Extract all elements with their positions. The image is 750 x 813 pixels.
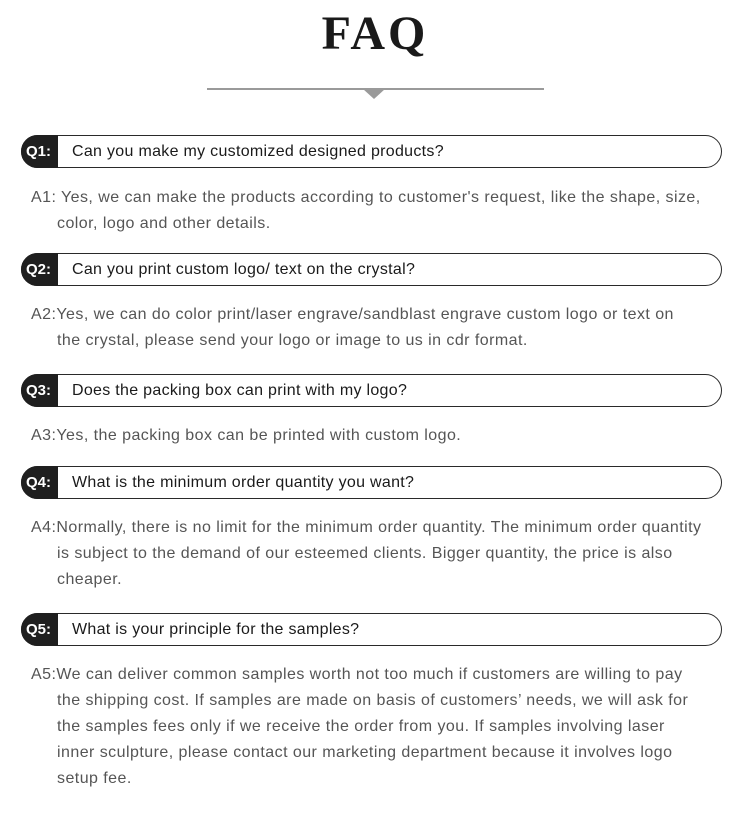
answer-4-line-1: A4:Normally, there is no limit for the minimum order quantity. The minimum order quantity [31, 519, 702, 536]
answer-4-line-3: cheaper. [57, 571, 122, 588]
question-bar-5 [21, 613, 722, 646]
answer-4-line-2: is subject to the demand of our esteemed clients. Bigger quantity, the price is also [57, 545, 673, 562]
answer-2-line-2: the crystal, please send your logo or image to us in cdr format. [57, 332, 528, 349]
answer-5-line-1: A5:We can deliver common samples worth not too much if customers are willing to pay [31, 666, 683, 683]
question-bar-2 [21, 253, 722, 286]
divider-arrow-icon [363, 89, 385, 99]
question-badge-4: Q4: [21, 466, 58, 499]
answer-2-line-1: A2:Yes, we can do color print/laser engrave/sandblast engrave custom logo or text on [31, 306, 674, 323]
answer-5-line-5: setup fee. [57, 770, 132, 787]
answer-1 [31, 185, 743, 237]
question-badge-5: Q5: [21, 613, 58, 646]
question-badge-1: Q1: [21, 135, 58, 168]
question-text-3: Does the packing box can print with my logo? [72, 382, 408, 399]
answer-5 [31, 662, 743, 792]
answer-3-line-1: A3:Yes, the packing box can be printed with custom logo. [31, 427, 462, 444]
question-badge-2: Q2: [21, 253, 58, 286]
question-bar-3 [21, 374, 722, 407]
question-text-4: What is the minimum order quantity you want? [72, 474, 415, 491]
answer-5-line-2: the shipping cost. If samples are made on basis of customers’ needs, we will ask for [57, 692, 689, 709]
answer-1-line-2: color, logo and other details. [57, 215, 271, 232]
question-text-2: Can you print custom logo/ text on the crystal? [72, 261, 416, 278]
answer-1-line-1: A1: Yes, we can make the products according to customer's request, like the shape, size, [31, 189, 701, 206]
question-badge-3: Q3: [21, 374, 58, 407]
question-bar-4 [21, 466, 722, 499]
answer-5-line-3: the samples fees only if we receive the order from you. If samples involving laser [57, 718, 665, 735]
answer-3 [31, 423, 743, 449]
page-title: FAQ [321, 7, 429, 60]
answer-4 [31, 515, 743, 593]
question-text-5: What is your principle for the samples? [72, 621, 360, 638]
question-text-1: Can you make my customized designed products? [72, 143, 444, 160]
answer-5-line-4: inner sculpture, please contact our marketing department because it involves logo [57, 744, 673, 761]
question-bar-1 [21, 135, 722, 168]
answer-2 [31, 302, 743, 354]
